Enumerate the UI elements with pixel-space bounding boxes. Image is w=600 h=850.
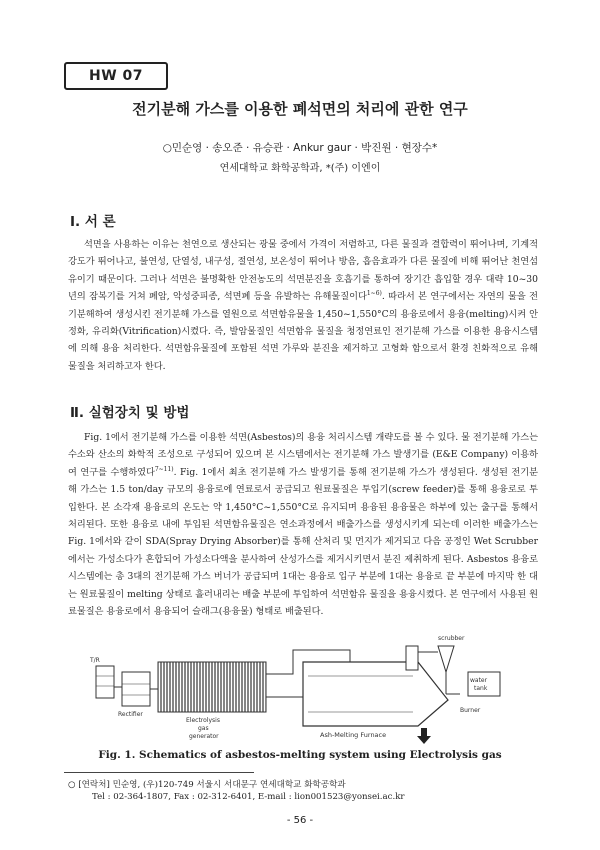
rectifier-label: Rectifier <box>118 711 143 718</box>
furnace-label: Ash-Melting Furnace <box>320 731 387 739</box>
water-tank-label-2: tank <box>474 685 488 692</box>
page-number: - 56 - <box>286 815 314 826</box>
ash-melting-furnace <box>303 662 448 744</box>
citation-superscript: 1~6) <box>366 290 382 298</box>
footnote-contact: ○ [연락처] 민순영, (우)120-749 서울시 서대문구 연세대학교 화학공학과 <box>68 780 346 790</box>
tr-label: T/R <box>90 657 100 664</box>
water-tank <box>468 672 500 696</box>
section-heading-introduction: Ⅰ. 서 론 <box>70 214 116 230</box>
session-badge: HW 07 <box>64 62 168 90</box>
system-schematic-figure <box>88 632 518 744</box>
scrubber-label: scrubber <box>438 635 465 642</box>
intro-paragraph <box>68 236 538 375</box>
generator-label-1: Electrolysis <box>186 717 220 724</box>
water-tank-label-1: water <box>470 677 488 684</box>
footnote-phone-email: Tel : 02-364-1807, Fax : 02-312-6401, E-mail : lion001523@yonsei.ac.kr <box>92 792 405 802</box>
paragraph-text: . Fig. 1에서 최초 전기분해 가스 발생기를 통해 전기분해 가스가 생성된다. 생성된 전기분해 가스는 1.5 ton/day 규모의 용융로에 연료로서 공급되고 원료물질은 투입기(screw feeder)를 통해 용융로로 투입한다. 본 소각재 용융로의 온도는 약 1,450°C~1,550°C로 유지되며 용융된 용융물은 하부에 있는 출구를 통해서 처리된다. 또한 용융로 내에 투입된 석면함유물질은 연소과정에서 배출가스를 생성시키게 되는데 이러한 배출가스는 Fig. 1에서와 같이 SDA(Spray Drying Absorber)를 통해 산처리 및 먼지가 제거되고 다음 공정인 Wet Scrubber에서는 가성소다가 혼합되어 가성소다액을 분사하여 산성가스를 제거시키면서 분진 제취하게 된다. Asbestos 용융로 시스템에는 총 3대의 전기분해 가스 버너가 공급되며 1대는 용융로 입구 부분에 1대는 용융로 끝 부분에 마지막 한 대는 원료물질이 melting 상태로 흘러내리는 배출 부분에 투입하여 석면함유 물질을 용융시켰다. 본 연구에서 사용된 원료물질은 용융로에서 용융되어 슬래그(용융물) 형태로 배출된다. <box>68 466 538 618</box>
footnote-divider <box>64 772 254 773</box>
electrolysis-generator <box>150 662 266 740</box>
methods-paragraph <box>68 429 538 620</box>
paragraph-text: 석면을 사용하는 이유는 천연으로 생산되는 광물 중에서 가격이 저렴하고, 다른 물질과 결합력이 뛰어나며, 기계적 강도가 뛰어나고, 불연성, 단열성, 내구성, 절연성, 보온성이 뛰어나 방음, 흡음효과가 다른 물질에 비해 뛰어난 천연섬유이기 때문이다. 그러나 석면은 불명확한 안전농도의 석면분진을 호흡기를 통하여 장기간 흡입할 경우 대략 10~30년의 잠복기를 거쳐 폐암, 악성중피종, 석면폐 등을 유발하는 유해물질이다 <box>68 239 538 303</box>
author-list: ○민순영 · 송오준 · 유승관 · Ankur gaur · 박진원 · 현장수* <box>162 142 438 154</box>
paper-title: 전기분해 가스를 이용한 폐석면의 처리에 관한 연구 <box>132 100 468 118</box>
generator-label-2: gas <box>198 725 209 732</box>
section-heading-methods: Ⅱ. 실험장치 및 방법 <box>70 405 190 421</box>
figure-caption: Fig. 1. Schematics of asbestos-melting system using Electrolysis gas <box>98 749 502 761</box>
affiliation: 연세대학교 화학공학과, *(주) 이엔이 <box>219 163 381 174</box>
paragraph-text: . 따라서 본 연구에서는 자연의 물을 전기분해하여 생성시킨 전기분해 가스를 열원으로 석면함유물을 1,450~1,550°C의 용융로에서 용융(melting)시켜 안정화, 유리화(Vitrification)시켰다. 즉, 발암물질인 석면함유 물질을 청정연료인 전기분해 가스를 이용한 용융시스템에 의해 용융 처리한다. 석면함유물질에 포함된 석면 가루와 분진을 제거하고 고형화 함으로서 환경 친화적으로 유해 물질을 처리하고자 한다. <box>68 291 538 372</box>
burner-label: Burner <box>460 707 481 714</box>
paragraph-text: Fig. 1에서 전기분해 가스를 이용한 석면(Asbestos)의 용융 처리시스템 개략도를 볼 수 있다. 물 전기분해 가스는 수소와 산소의 화학적 조성으로 구성되어 있으며 본 시스템에서는 전기분해 가스 발생기를 (E&E Company) 이용하여 연구를 수행하였다 <box>68 432 538 478</box>
citation-superscript: 7~11) <box>154 465 174 473</box>
transformer <box>89 657 114 698</box>
rectifier <box>114 672 150 718</box>
generator-label-3: generator <box>189 733 219 740</box>
